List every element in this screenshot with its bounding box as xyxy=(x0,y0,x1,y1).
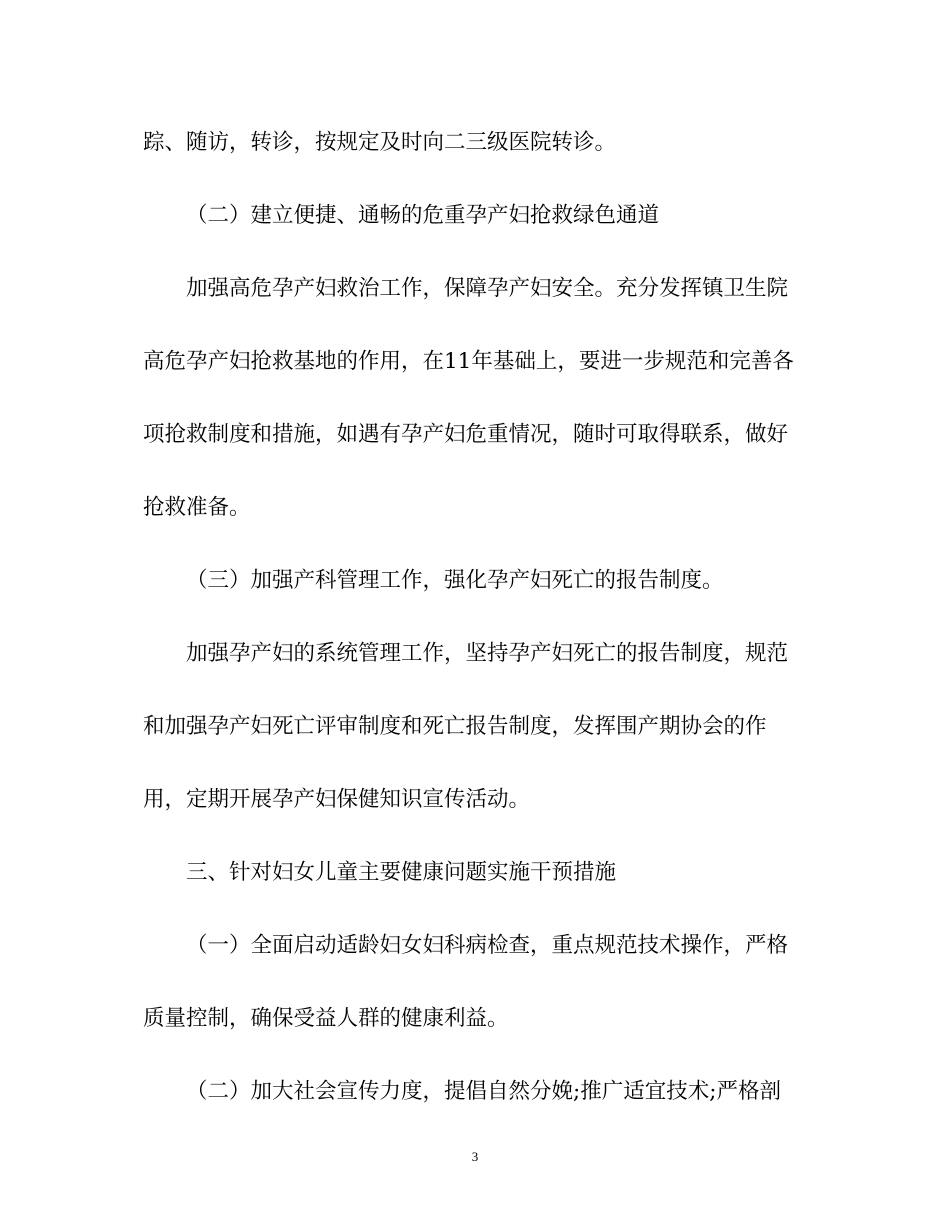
text-line-5: 项抢救制度和措施，如遇有孕产妇危重情况，随时可取得联系，做好 xyxy=(143,422,789,447)
text-line-6: 抢救准备。 xyxy=(143,495,251,520)
text-line-12: （一）全面启动适龄妇女妇科病检查，重点规范技术操作，严格 xyxy=(186,933,789,958)
text-line-13: 质量控制，确保受益人群的健康利益。 xyxy=(143,1006,509,1031)
text-line-9: 和加强孕产妇死亡评审制度和死亡报告制度，发挥围产期协会的作 xyxy=(143,714,767,739)
text-line-14: （二）加大社会宣传力度，提倡自然分娩;推广适宜技术;严格剖 xyxy=(186,1079,781,1104)
text-line-1: 踪、随访，转诊，按规定及时向二三级医院转诊。 xyxy=(143,130,617,155)
section-heading-obstetrics-management: （三）加强产科管理工作，强化孕产妇死亡的报告制度。 xyxy=(186,568,724,593)
page-number: 3 xyxy=(471,1149,479,1164)
text-line-8: 加强孕产妇的系统管理工作，坚持孕产妇死亡的报告制度，规范 xyxy=(186,641,789,666)
text-line-10: 用，定期开展孕产妇保健知识宣传活动。 xyxy=(143,787,531,812)
section-heading-intervention: 三、针对妇女儿童主要健康问题实施干预措施 xyxy=(186,860,617,885)
section-heading-emergency-channel: （二）建立便捷、通畅的危重孕产妇抢救绿色通道 xyxy=(186,203,660,228)
text-line-3: 加强高危孕产妇救治工作，保障孕产妇安全。充分发挥镇卫生院 xyxy=(186,276,789,301)
text-line-4: 高危孕产妇抢救基地的作用，在11年基础上，要进一步规范和完善各 xyxy=(143,349,794,374)
